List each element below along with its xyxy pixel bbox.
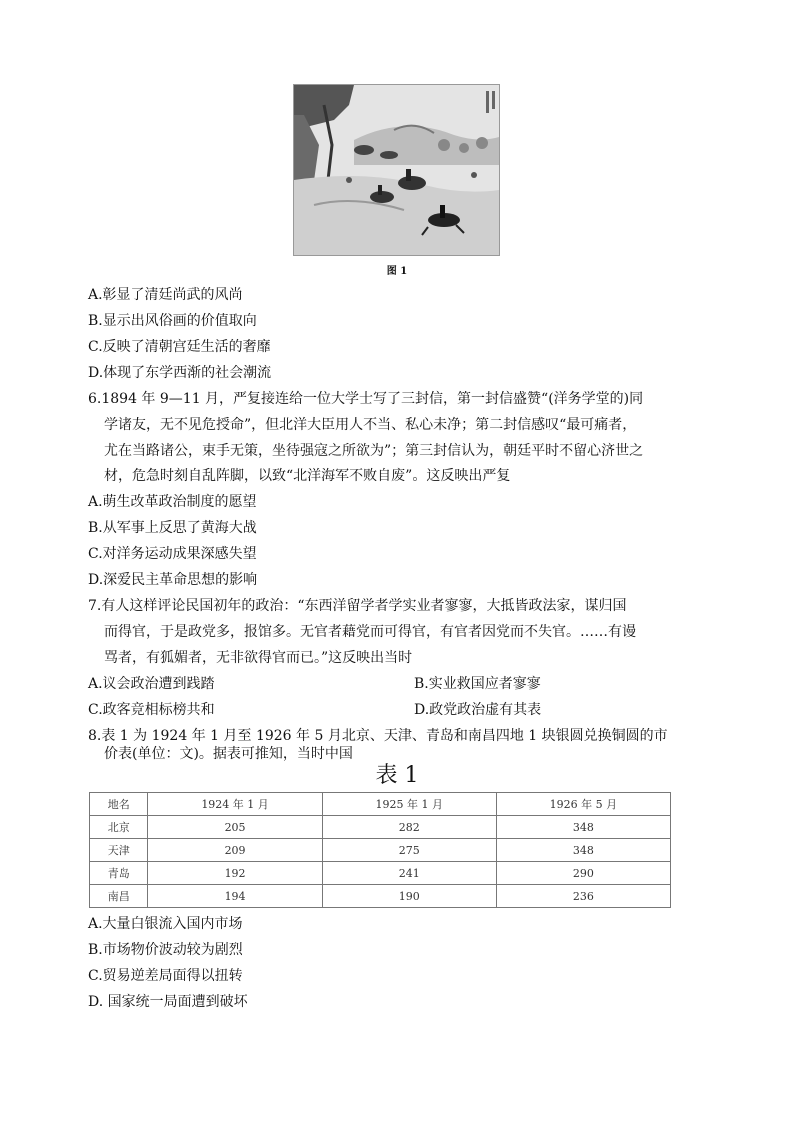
q8-option-d: D. 国家统一局面遭到破坏 xyxy=(88,994,248,1010)
table-cell: 348 xyxy=(496,816,670,839)
q5-option-d: D.体现了东学西渐的社会潮流 xyxy=(88,365,272,381)
table-row xyxy=(90,816,671,839)
table-row xyxy=(90,862,671,885)
q5-option-c: C.反映了清朝宫廷生活的奢靡 xyxy=(88,339,271,355)
table-row xyxy=(90,839,671,862)
q6-option-d: D.深爱民主革命思想的影响 xyxy=(88,572,258,588)
table-header-cell: 1924 年 1 月 xyxy=(148,793,322,816)
figure-painting xyxy=(293,84,500,256)
q7-stem-line: 骂者，有狐媚者，无非欲得官而已。”这反映出当时 xyxy=(104,650,413,666)
q7-option-b: B.实业救国应者寥寥 xyxy=(414,676,541,692)
table-cell: 190 xyxy=(322,885,496,908)
table-row xyxy=(90,885,671,908)
table-cell: 南昌 xyxy=(90,885,148,908)
table-cell: 348 xyxy=(496,839,670,862)
q7-stem-line: 7.有人这样评论民国初年的政治：“东西洋留学者学实业者寥寥，大抵皆政法家，谋归国 xyxy=(88,598,627,614)
table-cell: 205 xyxy=(148,816,322,839)
exchange-rate-table xyxy=(89,792,671,908)
table-header-row xyxy=(90,793,671,816)
q6-stem-line: 材，危急时刻自乱阵脚，以致“北洋海军不败自废”。这反映出严复 xyxy=(104,468,511,484)
table-cell: 192 xyxy=(148,862,322,885)
q6-option-c: C.对洋务运动成果深感失望 xyxy=(88,546,257,562)
table-cell: 241 xyxy=(322,862,496,885)
q6-stem-line: 学诸友，无不见危授命”，但北洋大臣用人不当、私心未净；第二封信感叹“最可痛者， xyxy=(104,417,637,433)
q8-option-a: A.大量白银流入国内市场 xyxy=(88,916,243,932)
q6-option-b: B.从军事上反思了黄海大战 xyxy=(88,520,257,536)
q6-option-a: A.萌生改革政治制度的愿望 xyxy=(88,494,257,510)
table-cell: 青岛 xyxy=(90,862,148,885)
table-cell: 天津 xyxy=(90,839,148,862)
table-header-cell: 地名 xyxy=(90,793,148,816)
table-cell: 194 xyxy=(148,885,322,908)
table-cell: 290 xyxy=(496,862,670,885)
q7-stem-line: 而得官，于是政党多，报馆多。无官者藉党而可得官，有官者因党而不失官。……有谩 xyxy=(104,624,636,640)
q8-stem-line: 价表(单位：文)。据表可推知，当时中国 xyxy=(104,746,353,762)
table-header-cell: 1926 年 5 月 xyxy=(496,793,670,816)
table-cell: 236 xyxy=(496,885,670,908)
q8-stem-line: 8.表 1 为 1924 年 1 月至 1926 年 5 月北京、天津、青岛和南昌四地 1 块银圆兑换铜圆的市 xyxy=(88,728,668,744)
q7-option-a: A.议会政治遭到践踏 xyxy=(88,676,215,692)
q8-option-c: C.贸易逆差局面得以扭转 xyxy=(88,968,243,984)
q8-option-b: B.市场物价波动较为剧烈 xyxy=(88,942,243,958)
q6-stem-line: 尤在当路诸公，束手无策，坐待强寇之所欲为”；第三封信认为，朝廷平时不留心济世之 xyxy=(104,443,644,459)
table-cell: 北京 xyxy=(90,816,148,839)
q6-stem-line: 6.1894 年 9—11 月，严复接连给一位大学士写了三封信，第一封信盛赞“(洋务学堂的)同 xyxy=(88,391,644,407)
figure-caption: 图 1 xyxy=(386,266,408,277)
q5-option-b: B.显示出风俗画的价值取向 xyxy=(88,313,257,329)
q7-option-d: D.政党政治虚有其表 xyxy=(414,702,542,718)
table-cell: 275 xyxy=(322,839,496,862)
q7-option-c: C.政客竞相标榜共和 xyxy=(88,702,215,718)
q5-option-a: A.彰显了清廷尚武的风尚 xyxy=(88,287,243,303)
table-cell: 282 xyxy=(322,816,496,839)
table-cell: 209 xyxy=(148,839,322,862)
painting-landscape-horse-riders-icon xyxy=(294,85,499,255)
table-header-cell: 1925 年 1 月 xyxy=(322,793,496,816)
table-title: 表 1 xyxy=(375,763,419,788)
